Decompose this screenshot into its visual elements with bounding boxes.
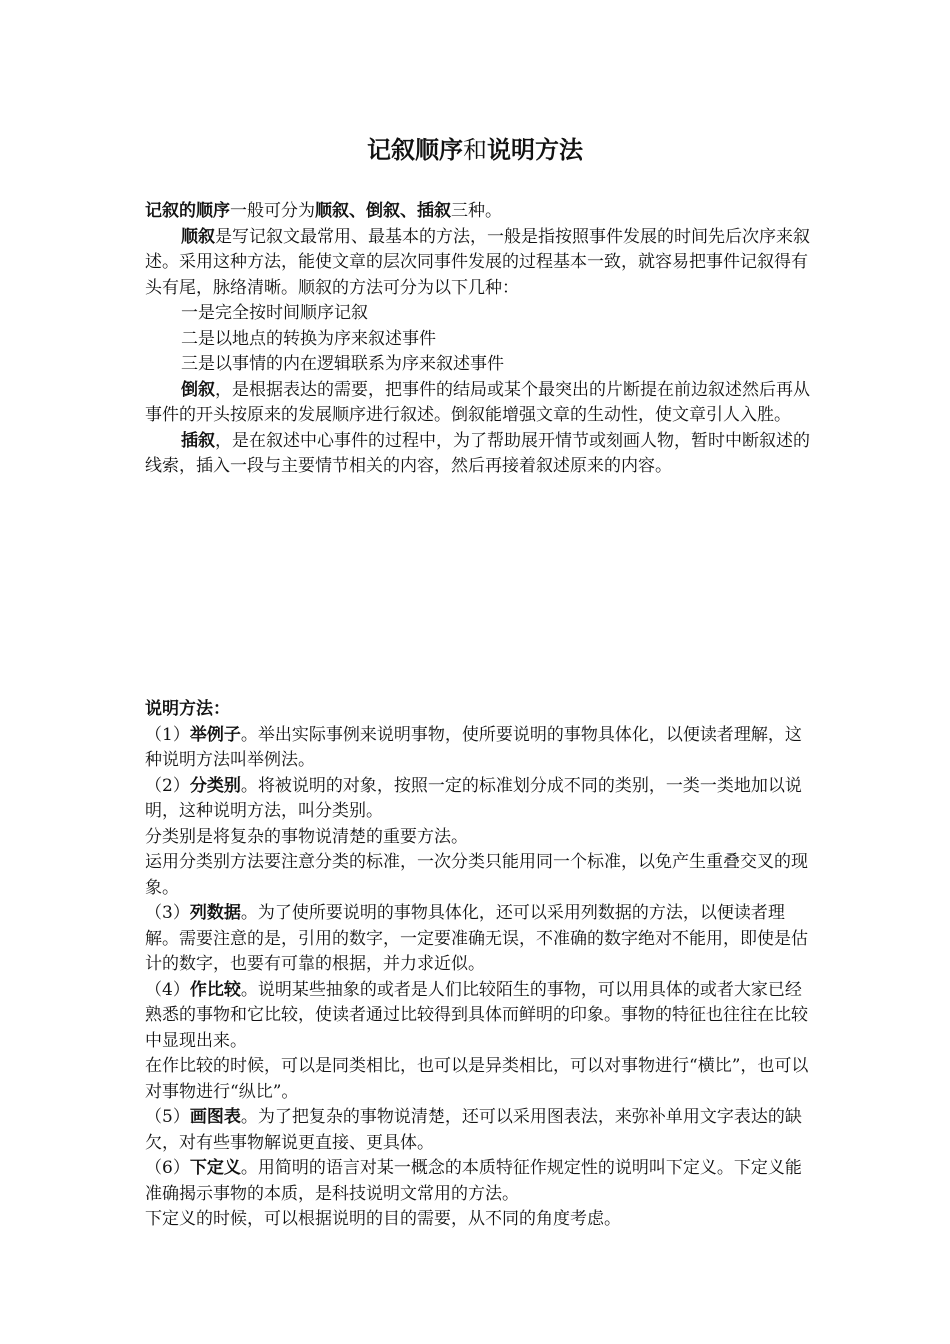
item-2-number: （2） — [145, 775, 190, 796]
item-6-label: 下定义 — [189, 1158, 241, 1178]
shunxu-method-1: 一是完全按时间顺序记叙 — [181, 303, 368, 323]
narrative-intro-text-2: 三种。 — [451, 201, 502, 221]
daoxu-paragraph — [145, 378, 815, 429]
explain-heading-text: 说明方法： — [145, 699, 230, 719]
narrative-intro-types: 顺叙、倒叙、插叙 — [315, 201, 451, 221]
explain-item-5 — [145, 1105, 815, 1156]
item-3-number: （3） — [145, 903, 190, 923]
narrative-section — [145, 199, 815, 480]
explain-item-3 — [145, 901, 815, 978]
shunxu-method-2: 二是以地点的转换为序来叙述事件 — [181, 328, 436, 349]
shunxu-text: 是写记叙文最常用、最基本的方法，一般是指按照事件发展的时间先后次序来叙述。采用这种方法，能使文章的层次同事件发展的过程基本一致，就容易把事件记叙得有头有尾，脉络清晰。顺叙的方法可分为以下几种： — [145, 226, 810, 298]
explain-heading — [145, 697, 815, 723]
item-4-text: 。说明某些抽象的或者是人们比较陌生的事物，可以用具体的或者大家已经熟悉的事物和它比较，使读者通过比较得到具体而鲜明的印象。事物的特征也往往在比较中显现出来。 — [145, 979, 808, 1051]
item-5-text: 。为了把复杂的事物说清楚，还可以采用图表法，来弥补单用文字表达的缺欠，对有些事物解说更直接、更具体。 — [145, 1107, 802, 1153]
page-title — [0, 134, 950, 166]
title-part-2: 和 — [463, 136, 487, 164]
title-part-1: 记叙顺序 — [367, 136, 463, 164]
chaxu-label: 插叙 — [181, 430, 215, 451]
narrative-intro-text-1: 一般可分为 — [230, 201, 315, 221]
item-5-label: 画图表 — [189, 1107, 241, 1127]
item-2-label: 分类别 — [189, 775, 241, 796]
item-1-text: 。举出实际事例来说明事物，使所要说明的事物具体化，以便读者理解，这种说明方法叫举例法。 — [145, 724, 802, 770]
item-3-text: 。为了使所要说明的事物具体化，还可以采用列数据的方法，以便读者理解。需要注意的是，引用的数字，一定要准确无误，不准确的数字绝对不能用，即使是估计的数字，也要有可靠的根据，并力求近似。 — [145, 903, 808, 974]
item-2-note-1: 分类别是将复杂的事物说清楚的重要方法。 — [145, 826, 468, 847]
item-1-number: （1） — [145, 724, 190, 745]
explain-section — [145, 697, 815, 1233]
explain-item-1 — [145, 723, 815, 774]
narrative-intro — [145, 199, 815, 225]
item-6-number: （6） — [145, 1158, 190, 1178]
chaxu-paragraph — [145, 429, 815, 480]
item-1-label: 举例子 — [189, 724, 241, 745]
chaxu-text: ，是在叙述中心事件的过程中，为了帮助展开情节或刻画人物，暂时中断叙述的线索，插入一段与主要情节相关的内容，然后再接着叙述原来的内容。 — [145, 430, 810, 476]
item-5-number: （5） — [145, 1107, 190, 1127]
narrative-intro-term: 记叙的顺序 — [145, 201, 230, 221]
item-6-text: 。用简明的语言对某一概念的本质特征作规定性的说明叫下定义。下定义能准确揭示事物的本质，是科技说明文常用的方法。 — [145, 1158, 802, 1204]
shunxu-label: 顺叙 — [181, 226, 215, 247]
explain-item-6 — [145, 1156, 815, 1207]
title-part-3: 说明方法 — [487, 136, 583, 164]
item-2-text: 。将被说明的对象，按照一定的标准划分成不同的类别，一类一类地加以说明，这种说明方法，叫分类别。 — [145, 775, 802, 821]
explain-item-4 — [145, 978, 815, 1055]
item-3-label: 列数据 — [189, 903, 241, 923]
item-6-note: 下定义的时候，可以根据说明的目的需要，从不同的角度考虑。 — [145, 1209, 621, 1229]
daoxu-text: ，是根据表达的需要，把事件的结局或某个最突出的片断提在前边叙述然后再从事件的开头按原来的发展顺序进行叙述。倒叙能增强文章的生动性，使文章引人入胜。 — [145, 379, 810, 425]
daoxu-label: 倒叙 — [181, 379, 215, 400]
item-2-note-2: 运用分类别方法要注意分类的标准，一次分类只能用同一个标准，以免产生重叠交叉的现象。 — [145, 852, 808, 898]
item-4-number: （4） — [145, 979, 190, 1000]
item-4-label: 作比较 — [189, 979, 241, 1000]
item-4-note: 在作比较的时候，可以是同类相比，也可以是异类相比，可以对事物进行“横比”，也可以对事物进行“纵比”。 — [145, 1056, 809, 1102]
explain-item-2 — [145, 774, 815, 825]
shunxu-paragraph — [145, 225, 815, 302]
shunxu-method-3: 三是以事情的内在逻辑联系为序来叙述事件 — [181, 354, 504, 374]
